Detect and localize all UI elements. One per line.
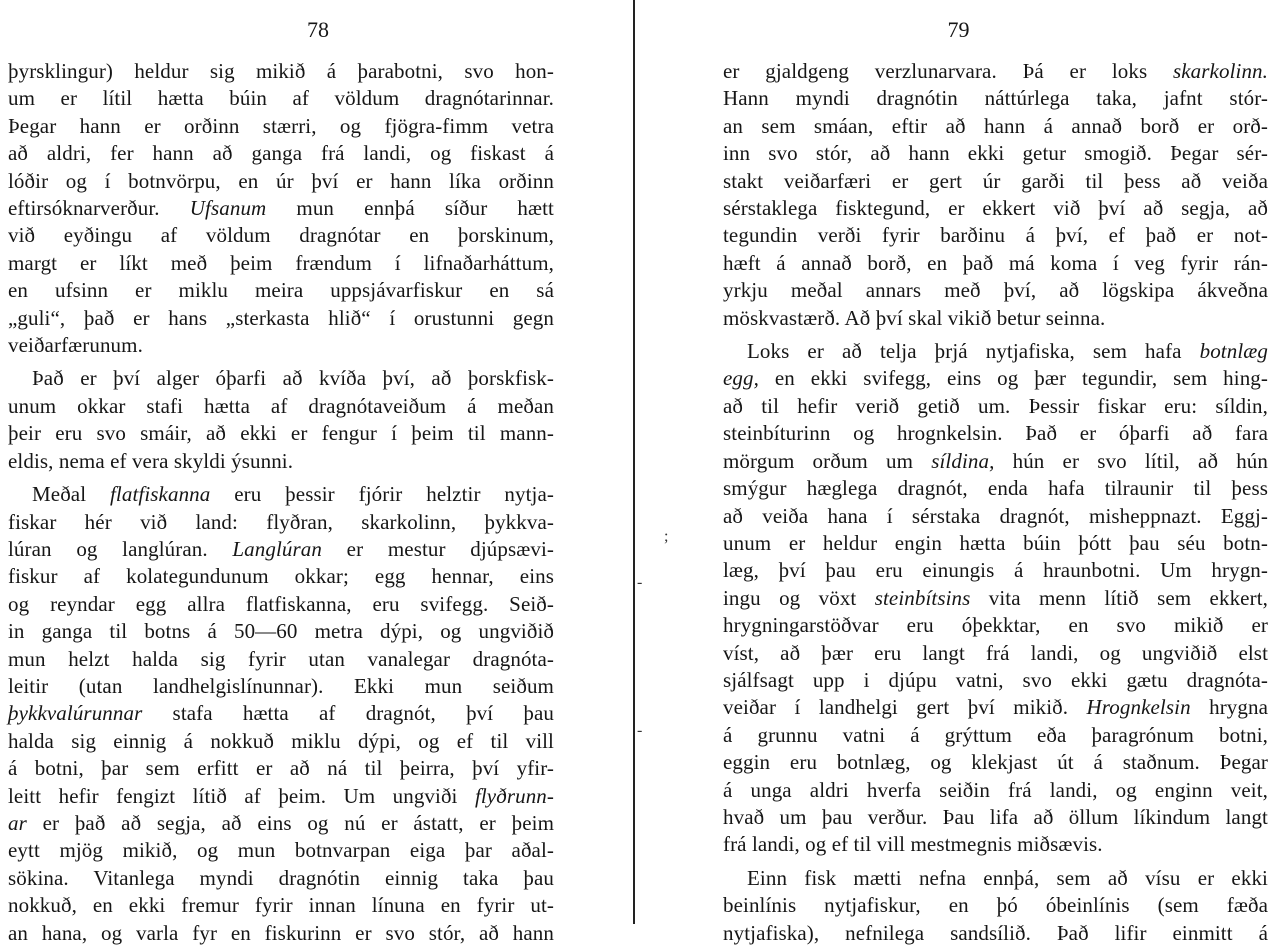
text-line: an sem smáan, eftir að hann á annað borð er orð- — [723, 113, 1268, 138]
text-run: ingu og vöxt — [723, 585, 875, 610]
text-line — [723, 585, 1268, 612]
text-line: hrygningarstöðvar eru óþekktar, en svo mikið er — [723, 613, 1268, 638]
text-line: en ufsinn er miklu meira uppsjávarfiskur en sá — [8, 278, 554, 303]
text-line: „guli“, það er hans „sterkasta hlið“ í orustunni gegn — [8, 305, 554, 330]
text-line — [8, 195, 554, 222]
text-line: leitir (utan landhelgislínunnar). Ekki mun seiðum — [8, 673, 554, 698]
text-line — [723, 365, 1268, 392]
text-run: eftirsóknarverður. — [8, 196, 160, 221]
text-run: stafa hætta af dragnót, því þau — [142, 701, 554, 726]
text-line: þeir eru svo smáir, að ekki er fengur í þeim til mann- — [8, 421, 554, 446]
text-line: möskvastærð. Að því skal vikið betur seinna. — [723, 305, 1106, 330]
italic-term: egg, — [723, 366, 759, 391]
text-run: en ekki svifegg, eins og þær tegundir, sem hing- — [758, 366, 1268, 391]
text-line: hvað um þau verður. Þau lifa að öllum líkindum langt — [723, 804, 1268, 829]
text-run: lúran og langlúran. — [8, 536, 233, 561]
text-line: unum er heldur engin hætta búin þótt þau séu botn- — [723, 530, 1268, 555]
text-line: lóðir og í botnvörpu, en úr því er hann líka orðinn — [8, 168, 554, 193]
text-line: að aldri, fer hann að ganga frá landi, og fiskast á — [8, 141, 554, 166]
gutter-speck: - — [637, 722, 643, 739]
text-run: mun ennþá síður hætt — [266, 196, 554, 221]
text-line: veiðarfærunum. — [8, 333, 143, 358]
gutter-speck: ; — [664, 528, 669, 545]
text-line: sjálfsagt upp i djúpu vatni, svo ekki gætu dragnóta- — [723, 667, 1268, 692]
text-line: um er lítil hætta búin af völdum dragnótarinnar. — [8, 86, 554, 111]
text-line: fiskur af kolategundunum okkar; egg hennar, eins — [8, 564, 554, 589]
book-gutter — [633, 0, 635, 924]
italic-term: Hrognkelsin — [1086, 695, 1191, 720]
text-line: sökina. Vitanlega myndi dragnótin einnig taka þau — [8, 865, 554, 890]
italic-term: botnlæg — [1199, 339, 1268, 364]
text-line — [8, 810, 554, 837]
text-run: veiðar í landhelgi gert því mikið. — [723, 695, 1087, 720]
italic-term: flatfiskanna — [110, 482, 211, 507]
text-line: eggin eru botnlæg, og klekjast út á staðnum. Þegar — [723, 750, 1268, 775]
text-line — [8, 783, 554, 810]
text-line: sérstaklega fisktegund, er ekkert við því að segja, að — [723, 196, 1268, 221]
text-line: þyrsklingur) heldur sig mikið á þarabotni, svo hon- — [8, 59, 554, 83]
text-body — [723, 58, 1268, 947]
text-line: Hann myndi dragnótin náttúrlega taka, jafnt stór- — [723, 86, 1268, 111]
italic-term: síldina, — [931, 448, 995, 473]
text-line: margt er líkt með þeim frændum í lifnaðarháttum, — [8, 250, 554, 275]
italic-term: Ufsanum — [189, 196, 267, 221]
text-run: vita menn lítið sem ekkert, — [970, 585, 1268, 610]
text-run: mörgum orðum um — [723, 448, 932, 473]
text-line: stakt veiðarfæri er gert úr garði til þess að veiða — [723, 168, 1268, 193]
italic-term: Langlúran — [232, 536, 322, 561]
italic-term: ar — [8, 810, 27, 835]
text-line: tegundin verði fyrir barðinu á því, ef það er not- — [723, 223, 1268, 248]
text-line: frá landi, og ef til vill mestmegnis miðsævis. — [723, 832, 1103, 857]
text-line — [723, 448, 1268, 475]
text-line: Þegar hann er orðinn stærri, og fjögra-fimm vetra — [8, 113, 554, 138]
text-line: halda sig einnig á nokkuð miklu dýpi, og ef til vill — [8, 728, 554, 753]
text-line: unum okkar stafi hætta af dragnótaveiðum á meðan — [8, 393, 554, 418]
text-line: á botni, þar sem erfitt er að ná til þeirra, því yfir- — [8, 756, 554, 781]
text-line: læg, því þau eru einungis á hraunbotni. Um hrygn- — [723, 558, 1268, 583]
text-line — [723, 58, 1268, 85]
italic-term: steinbítsins — [874, 585, 971, 610]
text-run: hún er svo lítil, að hún — [994, 448, 1269, 473]
text-line: smýgur hæglega dragnót, enda hafa tilraunir til þess — [723, 476, 1268, 501]
text-line: in ganga til botns á 50—60 metra dýpi, og ungviðið — [8, 619, 554, 644]
text-line: eldis, nema ef vera skyldi ýsunni. — [8, 448, 294, 473]
text-line — [8, 700, 554, 727]
text-run: er mestur djúpsævi- — [322, 536, 555, 561]
text-line: við eyðingu af völdum dragnótar en þorskinum, — [8, 223, 554, 248]
italic-term: skarkolinn. — [1172, 59, 1268, 83]
text-line: hæft á annað borð, en það má koma í veg fyrir rán- — [723, 250, 1268, 275]
text-line: an hana, og varla fyr en fiskurinn er svo stór, að hann — [8, 920, 554, 945]
text-line: að veiða hana í sérstaka dragnót, misheppnazt. Eggj- — [723, 503, 1268, 528]
right-page — [638, 0, 1279, 945]
page-number: 79 — [947, 17, 970, 42]
text-line: nokkuð, en ekki fremur fyrir innan línuna en fyrir ut- — [8, 893, 554, 918]
text-line: á grunnu vatni á grýttum eða þaragrónum botni, — [723, 722, 1268, 747]
gutter-speck: - — [637, 574, 643, 591]
text-line: Einn fisk mætti nefna ennþá, sem að vísu er ekki — [747, 865, 1268, 890]
italic-term: þykkvalúrunnar — [8, 701, 143, 726]
text-line: nytjafiska), nefnilega sandsílið. Það lifir einmitt á — [723, 920, 1268, 945]
text-line: beinlínis nytjafiskur, en þó óbeinlínis (sem fæða — [723, 893, 1268, 918]
text-line: steinbíturinn og hrognkelsin. Það er óþarfi að fara — [723, 421, 1268, 446]
text-line — [723, 694, 1268, 721]
text-run: er það að segja, að eins og nú er ástatt, er þeim — [26, 810, 554, 835]
text-line: yrkju meðal annars með því, að lögskipa ákveðna — [723, 278, 1268, 303]
text-line — [8, 481, 554, 508]
text-run: eru þessir fjórir helztir nytja- — [210, 482, 554, 507]
text-line: eytt mjög mikið, og mun botnvarpan eiga þar aðal- — [8, 838, 554, 863]
text-run: er gjaldgeng verzlunarvara. Þá er loks — [723, 59, 1173, 83]
text-line: fiskar hér við land: flyðran, skarkolinn, þykkva- — [8, 509, 554, 534]
text-run: Meðal — [32, 482, 110, 507]
text-line: víst, að þær eru langt frá landi, og ungviðið elst — [723, 640, 1268, 665]
text-line: inn svo stór, að hann ekki getur smogið. Þegar sér- — [723, 141, 1268, 166]
italic-term: flyðrunn- — [474, 783, 554, 808]
text-line: að til hefir verið getið um. Þessir fiskar eru: síldin, — [723, 393, 1268, 418]
text-run: Loks er að telja þrjá nytjafiska, sem hafa — [747, 339, 1200, 364]
text-line: og reyndar egg allra flatfiskanna, eru svifegg. Seið- — [8, 591, 554, 616]
text-body — [8, 58, 554, 947]
text-line — [723, 338, 1268, 365]
text-line: Það er því alger óþarfi að kvíða því, að þorskfisk- — [32, 366, 554, 391]
text-line: á unga aldri hverfa seiðin frá landi, og enginn veit, — [723, 777, 1268, 802]
text-run: hrygna — [1190, 695, 1269, 720]
text-run: leitt hefir fengizt lítið af þeim. Um ungviði — [8, 783, 458, 808]
text-line: mun helzt halda sig fyrir utan vanalegar dragnóta- — [8, 646, 554, 671]
page-number: 78 — [307, 17, 329, 42]
text-line — [8, 536, 554, 563]
left-page — [0, 0, 636, 945]
